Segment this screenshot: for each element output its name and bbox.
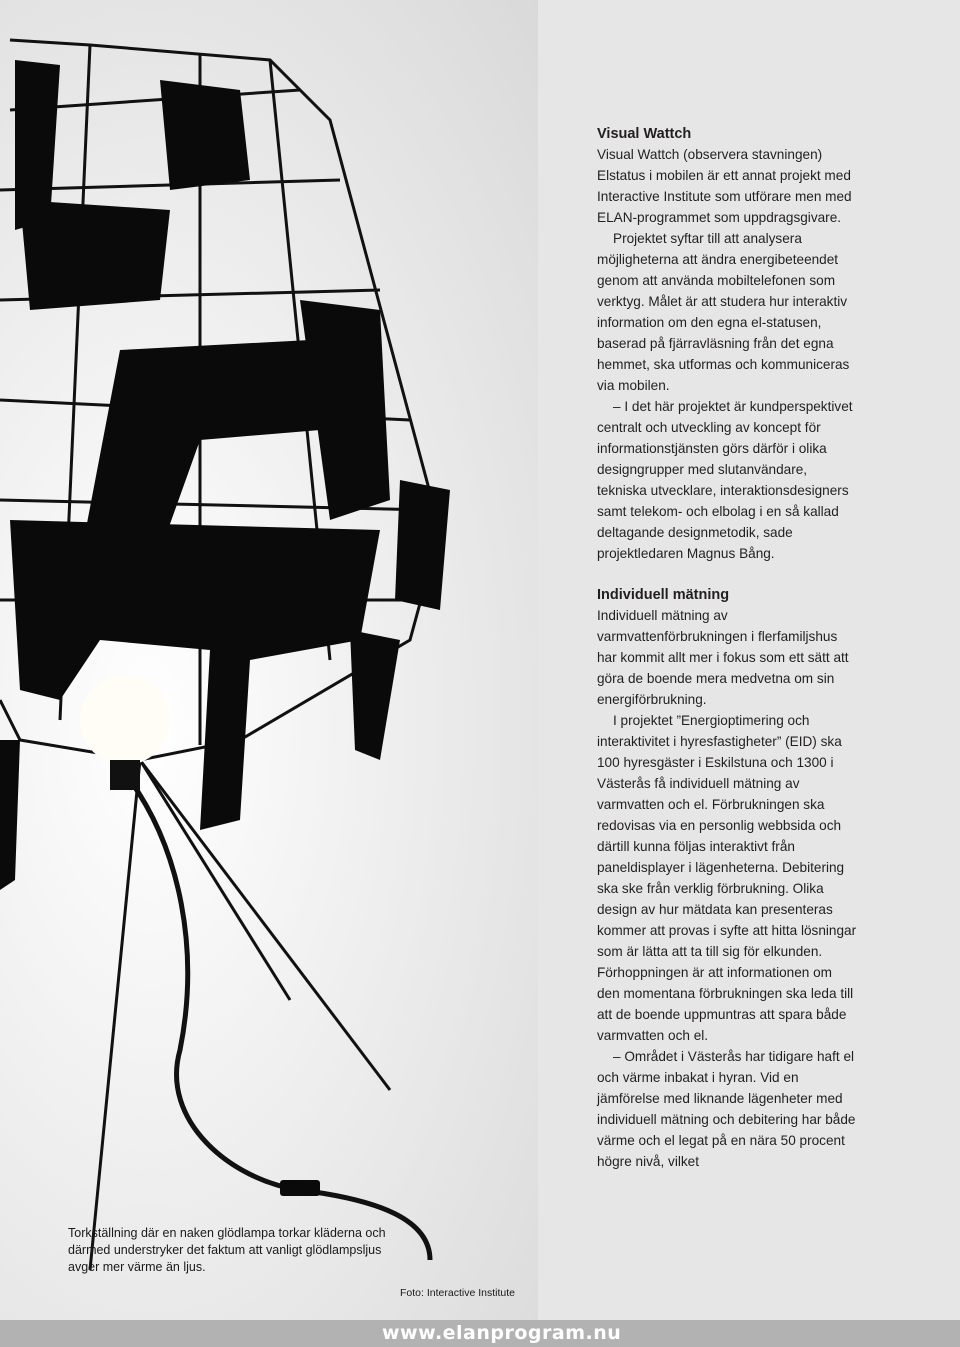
paragraph: – I det här projektet är kundperspektivet centralt och utveckling av koncept för informationstjänsten görs därför i olika designgrupper med slutanvändare, tekniska utvecklare, interaktionsdesigners samt telekom- och elbolag i en så kallad deltagande designmetodik, sade projektledaren Magnus Bång. xyxy=(597,399,853,561)
hanging-clothes xyxy=(0,60,450,1196)
bulb-socket xyxy=(110,760,140,790)
light-bulb xyxy=(80,675,170,765)
paragraph: Individuell mätning av varmvattenförbrukningen i flerfamiljshus har kommit allt mer i fokus som ett sätt att göra de boende mera medvetna om sin energiförbrukning. xyxy=(597,608,849,707)
footer-url-link[interactable]: www.elanprogram.nu xyxy=(382,1322,622,1344)
section-heading: Individuell mätning xyxy=(597,587,730,603)
photo-caption: Torkställning där en naken glödlampa torkar kläderna och därmed understryker det faktum att vanligt glödlampsljus avger mer värme än ljus. xyxy=(68,1226,386,1274)
section-visual-wattch xyxy=(597,124,857,564)
article-column xyxy=(597,124,857,1172)
paragraph: Visual Wattch (observera stavningen) Elstatus i mobilen är ett annat projekt med Interactive Institute som utförare men med ELAN-programmet som uppdragsgivare. xyxy=(597,147,852,225)
section-individuell-matning xyxy=(597,585,857,1172)
section-heading: Visual Wattch xyxy=(597,126,692,142)
paragraph: Projektet syftar till att analysera möjligheterna att ändra energibeteendet genom att använda mobiltelefonen som verktyg. Målet är att studera hur interaktiv information om den egna el-statusen, baserad på fjärravläsning från det egna hemmet, ska utformas och kommuniceras via mobilen. xyxy=(597,231,850,393)
paragraph: – Området i Västerås har tidigare haft el och värme inbakat i hyran. Vid en jämförelse med liknande lägenheter med individuell mätning och debitering har både värme och el legat på en nära 50 procent högre nivå, vilket xyxy=(597,1049,856,1169)
paragraph: I projektet ”Energioptimering och interaktivitet i hyresfastigheter” (EID) ska 100 hyresgäster i Eskilstuna och 1300 i Västerås få individuell mätning av varmvatten och el. Förbrukningen ska redovisas via en personlig webbsida och därtill kunna följas interaktivt från paneldisplayer i lägenheterna. Debitering ska ske från verklig förbrukning. Olika design av hur mätdata kan presenteras kommer att provas i syfte att hitta lösningar som är lätta att ta till sig för elkunden. Förhoppningen är att informationen om den momentana förbrukningen ska leda till att de boende uppmuntras att spara både varmvatten och el. xyxy=(597,713,857,1043)
photo-credit: Foto: Interactive Institute xyxy=(400,1287,515,1299)
